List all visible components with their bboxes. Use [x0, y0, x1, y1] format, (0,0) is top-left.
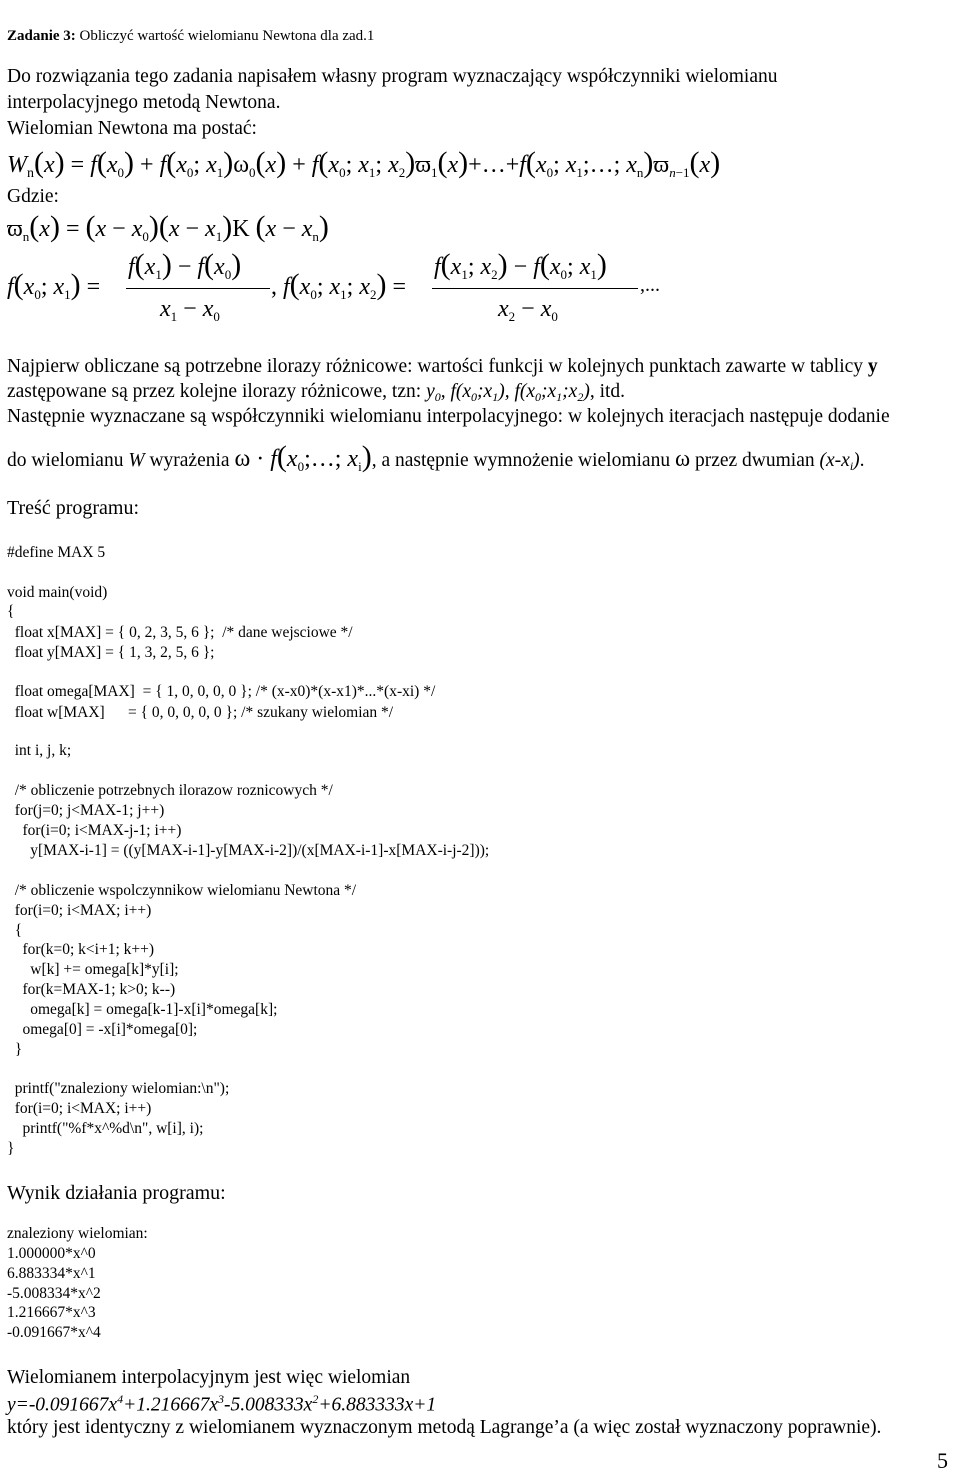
poly-term: y=-0.091667x [7, 1394, 118, 1416]
divided-difference-1-numerator: $f(x_1) - f(x_0)$ [128, 248, 242, 282]
program-heading: Treść programu: [7, 497, 140, 519]
explanation-text: wyrażenia [144, 450, 235, 471]
explanation-line-2: zastępowane są przez kolejne ilorazy różnicowe, tzn: $y_0$, $f(x_0;x_1)$, $f(x_0;x_1;x_2)$, itd. [7, 381, 626, 404]
explanation-text: do wielomianu [7, 450, 129, 471]
divided-difference-1-denominator: $x_1 - x_0$ [160, 296, 220, 324]
code-line: for(k=0; k<i+1; k++) [7, 941, 155, 958]
code-line: float w[MAX] = { 0, 0, 0, 0, 0 }; /* szukany wielomian */ [7, 704, 394, 721]
newton-polynomial-formula: $W_n(x) = f(x_0) + f(x_0$; $x_1)\omega_0(x) + f(x_0$; $x_1$; $x_2)ϖ_1(x)+\dots+f(x_0$; $x_1;\dots$; $x_n)ϖ_{n-1}(x)$ [7, 146, 721, 181]
explanation-line-1 [7, 356, 878, 378]
code-line: } [7, 1140, 15, 1157]
intro-line-2: interpolacyjnego metodą Newtona. [7, 92, 281, 113]
intro-line-1: Do rozwiązania tego zadania napisałem własny program wyznaczający współczynniki wielomianu [7, 66, 778, 87]
ellipsis: ,... [640, 274, 660, 296]
code-line: } [7, 1041, 23, 1058]
conclusion-line-1: Wielomianem interpolacyjnym jest więc wielomian [7, 1367, 411, 1388]
task-heading-text: Obliczyć wartość wielomianu Newtona dla zad.1 [79, 28, 375, 44]
explanation-line-4: do wielomianu W wyrażenia $\omega \cdot f(x_0;\dots$; $x_i$), a następnie wymnożenie wielomianu ω przez dwumian $(x-x_i)$. [7, 440, 865, 474]
code-line: void main(void) [7, 584, 108, 601]
omega-formula: $ϖ_n(x) = (x - x_0)(x - x_1)K$ $(x - x_n)$ [7, 210, 329, 244]
output-line: znaleziony wielomian: [7, 1225, 148, 1242]
polynomial-W: W [128, 450, 145, 471]
code-line: omega[k] = omega[k-1]-x[i]*omega[k]; [7, 1001, 278, 1018]
task-heading [7, 28, 374, 45]
code-line: int i, j, k; [7, 742, 72, 759]
explanation-text: , a następnie wymnożenie wielomianu [371, 450, 675, 471]
output-line: -5.008334*x^2 [7, 1285, 101, 1302]
code-line: for(j=0; j<MAX-1; j++) [7, 802, 165, 819]
code-line: y[MAX-i-1] = ((y[MAX-i-1]-y[MAX-i-2])/(x[MAX-i-1]-x[MAX-i-j-2])); [7, 842, 490, 859]
code-line: omega[0] = -x[i]*omega[0]; [7, 1021, 198, 1038]
page-number: 5 [937, 1448, 948, 1473]
code-line: for(i=0; i<MAX-j-1; i++) [7, 822, 182, 839]
poly-exponent: 4 [117, 1392, 124, 1406]
divided-difference-2-numerator: $f(x_1$; $x_2) - f(x_0$; $x_1$) [434, 248, 607, 282]
fraction-bar [126, 288, 270, 289]
explanation-text: zastępowane są przez kolejne ilorazy różnicowe, tzn: [7, 381, 427, 402]
code-line: printf("%f*x^%d\n", w[i], i); [7, 1120, 204, 1137]
code-line: #define MAX 5 [7, 544, 106, 561]
code-line: { [7, 603, 15, 620]
poly-exponent: 2 [312, 1392, 319, 1406]
code-line: /* obliczenie wspolczynnikow wielomianu Newtona */ [7, 882, 357, 899]
result-heading: Wynik działania programu: [7, 1182, 226, 1204]
fraction-bar [432, 288, 638, 289]
output-line: 6.883334*x^1 [7, 1265, 96, 1282]
conclusion-line-3: który jest identyczny z wielomianem wyznaczonym metodą Lagrange’a (a więc został wyznaczony poprawnie). [7, 1417, 882, 1438]
code-line: w[k] += omega[k]*y[i]; [7, 961, 179, 978]
code-line: printf("znaleziony wielomian:\n"); [7, 1080, 230, 1097]
task-heading-bold: Zadanie 3: [7, 28, 76, 44]
code-line: for(i=0; i<MAX; i++) [7, 902, 152, 919]
code-line: float omega[MAX] = { 1, 0, 0, 0, 0 }; /* (x-x0)*(x-x1)*...*(x-xi) */ [7, 683, 436, 700]
poly-term: +1.216667x [123, 1394, 219, 1416]
code-line: for(k=MAX-1; k>0; k--) [7, 981, 176, 998]
divided-difference-2-denominator: $x_2 - x_0$ [498, 296, 558, 324]
code-line: float x[MAX] = { 0, 2, 3, 5, 6 }; /* dane wejsciowe */ [7, 624, 353, 641]
output-line: -0.091667*x^4 [7, 1324, 101, 1341]
code-line: float y[MAX] = { 1, 3, 2, 5, 6 }; [7, 644, 215, 661]
output-line: 1.216667*x^3 [7, 1304, 96, 1321]
explanation-line-3: Następnie wyznaczane są współczynniki wielomianu interpolacyjnego: w kolejnych iteracjach następuje dodanie [7, 406, 890, 427]
poly-term: -5.008333x [224, 1394, 313, 1416]
code-line: for(i=0; i<MAX; i++) [7, 1100, 152, 1117]
explanation-text: , itd. [589, 381, 626, 402]
divided-difference-1-lhs: $f(x_0$; $x_1$) = [7, 268, 101, 302]
interpolating-polynomial [7, 1392, 436, 1417]
explanation-text: przez dwumian [690, 450, 820, 471]
code-line: { [7, 922, 23, 939]
gdzie-label: Gdzie: [7, 186, 59, 207]
output-line: 1.000000*x^0 [7, 1245, 96, 1262]
poly-term: +6.883333x+1 [318, 1394, 437, 1416]
explanation-text: Najpierw obliczane są potrzebne ilorazy różnicowe: wartości funkcji w kolejnych punktach zawarte w tablicy [7, 356, 868, 377]
code-line: /* obliczenie potrzebnych ilorazow roznicowych */ [7, 782, 333, 799]
poly-exponent: 3 [218, 1392, 225, 1406]
array-y: y [867, 356, 878, 377]
explanation-text: . [859, 450, 865, 471]
divided-difference-2-lhs: , $f(x_0$; $x_1$; $x_2$) = [271, 268, 407, 302]
intro-line-3: Wielomian Newtona ma postać: [7, 118, 257, 139]
